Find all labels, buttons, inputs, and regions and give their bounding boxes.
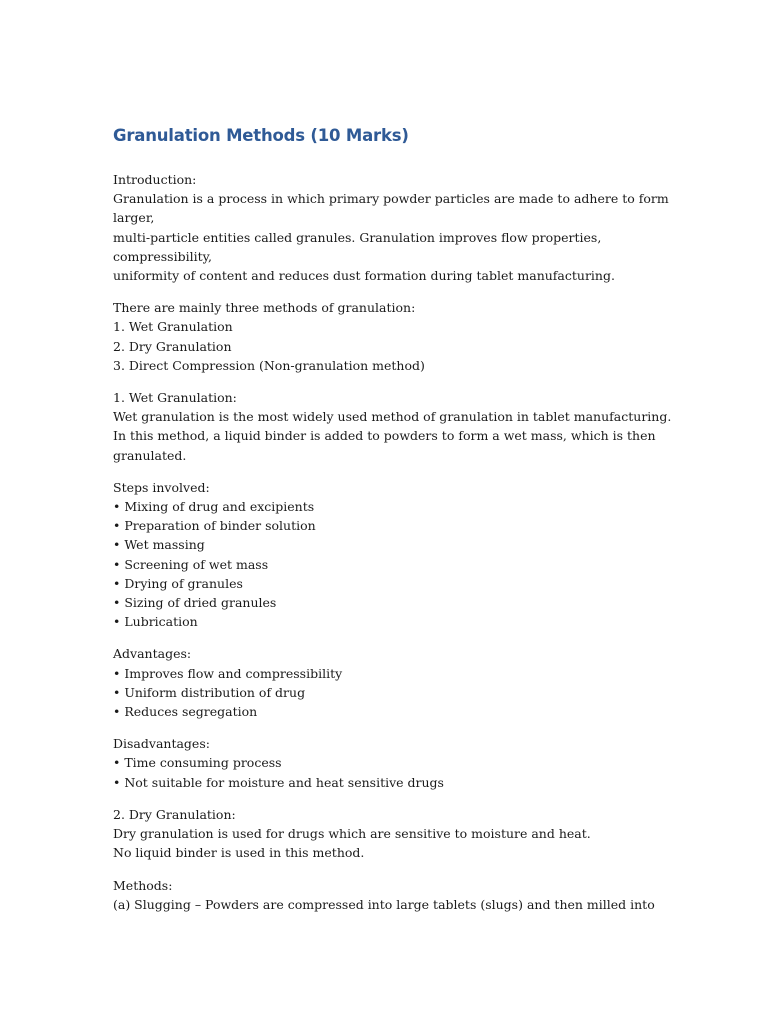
text-line: Advantages: [113,646,192,662]
text-line: Steps involved: [113,479,210,495]
text-line: • Screening of wet mass [113,556,269,572]
text-line: Dry granulation is used for drugs which are sensitive to moisture and heat. [113,826,591,842]
paragraph [113,644,653,721]
paragraph [113,170,669,285]
document-page [113,124,672,914]
paragraph [113,805,653,863]
paragraph-spacer [113,721,653,734]
text-line: There are mainly three methods of granulation: [113,300,416,316]
text-line: (a) Slugging – Powders are compressed into large tablets (slugs) and then milled into [113,896,655,912]
paragraph-spacer [113,792,653,805]
text-line: Granulation is a process in which primary powder particles are made to adhere to form [113,191,669,207]
paragraph [113,876,653,914]
paragraph-spacer [113,465,653,478]
text-line: • Lubrication [113,614,198,630]
text-line: • Not suitable for moisture and heat sensitive drugs [113,774,444,790]
text-line: Wet granulation is the most widely used method of granulation in tablet manufacturing. [113,409,672,425]
text-line: 1. Wet Granulation: [113,390,237,406]
text-line: 1. Wet Granulation [113,319,233,335]
text-line: • Improves flow and compressibility [113,665,343,681]
paragraph [113,478,653,632]
text-line: • Reduces segregation [113,704,258,720]
text-line: Introduction: [113,172,197,187]
paragraph [113,734,653,792]
text-line: • Uniform distribution of drug [113,684,306,700]
paragraph-spacer [113,375,653,388]
paragraph-spacer [113,863,653,876]
text-line: • Preparation of binder solution [113,518,316,534]
text-line: • Wet massing [113,537,205,553]
text-line: granulated. [113,447,187,463]
text-line: larger, [113,210,155,226]
paragraph-spacer [113,631,653,644]
text-line: Methods: [113,877,173,893]
text-line: Disadvantages: [113,736,210,752]
paragraph [113,388,672,465]
document-body [113,170,672,914]
text-line: multi-particle entities called granules. Granulation improves flow properties, [113,229,602,245]
text-line: In this method, a liquid binder is added to powders to form a wet mass, which is then [113,428,656,444]
text-line: • Time consuming process [113,755,282,771]
text-line: compressibility, [113,248,212,264]
title-spacer [113,148,653,170]
text-line: uniformity of content and reduces dust formation during tablet manufacturing. [113,268,615,284]
text-line: • Mixing of drug and excipients [113,499,315,515]
document-title: Granulation Methods (10 Marks) [113,126,409,145]
text-line: • Sizing of dried granules [113,595,277,611]
text-line: • Drying of granules [113,575,243,591]
text-line: No liquid binder is used in this method. [113,845,365,861]
text-line: 2. Dry Granulation: [113,806,236,822]
paragraph [113,298,653,375]
paragraph-spacer [113,285,653,298]
text-line: 3. Direct Compression (Non-granulation method) [113,357,425,373]
text-line: 2. Dry Granulation [113,338,232,354]
